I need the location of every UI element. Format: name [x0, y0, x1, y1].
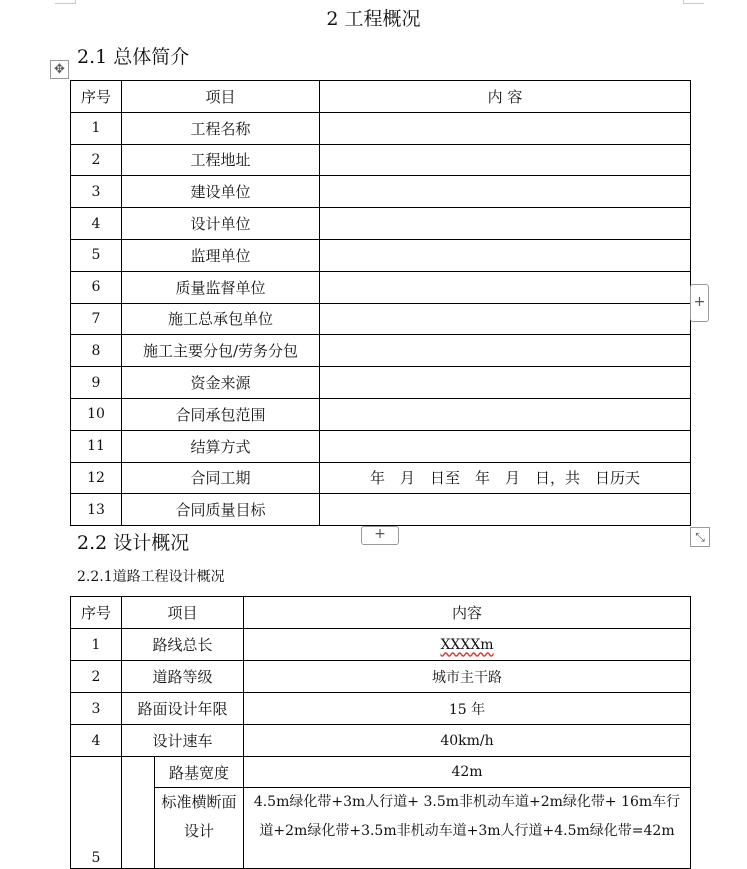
row-item: 施工主要分包/劳务分包 — [122, 335, 320, 367]
table-move-handle-icon[interactable]: ✥ — [50, 60, 69, 79]
table-row — [71, 788, 691, 869]
row-item: 合同承包范围 — [122, 398, 320, 430]
row-item: 路线总长 — [122, 629, 244, 661]
add-column-button[interactable]: + — [690, 284, 709, 322]
table-resize-handle-icon[interactable]: ⤡ — [690, 527, 710, 547]
row-item: 设计速车 — [122, 725, 244, 757]
row-sub-content: 4.5m绿化带+3m人行道+ 3.5m非机动车道+2m绿化带+ 16m车行道+2m绿化带+3.5m非机动车道+3m人行道+4.5m绿化带=42m — [244, 788, 691, 869]
row-content: 15 年 — [244, 693, 691, 725]
row-number: 4 — [71, 725, 122, 757]
row-item: 工程地址 — [122, 144, 320, 176]
table-row — [71, 462, 691, 494]
row-content: 城市主干路 — [244, 661, 691, 693]
row-sub-content: 42m — [244, 757, 691, 788]
row-content — [320, 303, 691, 335]
row-item: 资金来源 — [122, 367, 320, 399]
table-row — [71, 112, 691, 144]
table-row — [71, 757, 691, 788]
row-number: 2 — [71, 144, 122, 176]
row-content: 40km/h — [244, 725, 691, 757]
header-cell-item: 项目 — [122, 81, 320, 113]
row-number: 6 — [71, 271, 122, 303]
table-row — [71, 629, 691, 661]
row-content — [320, 430, 691, 462]
row-item: 路面设计年限 — [122, 693, 244, 725]
row-sub-item: 标准横断面设计 — [155, 788, 244, 869]
row-number: 12 — [71, 462, 122, 494]
row-number: 3 — [71, 693, 122, 725]
add-row-button[interactable]: + — [361, 526, 399, 545]
row-number: 1 — [71, 629, 122, 661]
table-row — [71, 494, 691, 526]
table-row — [71, 725, 691, 757]
row-number: 8 — [71, 335, 122, 367]
row-spacer — [122, 757, 155, 869]
row-content — [320, 271, 691, 303]
row-item: 工程名称 — [122, 112, 320, 144]
table-row — [71, 239, 691, 271]
row-item: 道路等级 — [122, 661, 244, 693]
table-row — [71, 303, 691, 335]
section-title-overview: 2.1 总体简介 — [77, 46, 190, 68]
row-number: 1 — [71, 112, 122, 144]
header-cell-no: 序号 — [71, 81, 122, 113]
row-sub-item: 路基宽度 — [155, 757, 244, 788]
row-content — [320, 176, 691, 208]
table-row — [71, 430, 691, 462]
row-content: 年 月 日至 年 月 日，共 日历天 — [320, 462, 691, 494]
section-title-design: 2.2 设计概况 — [77, 532, 190, 554]
row-content — [320, 144, 691, 176]
row-content — [320, 239, 691, 271]
row-item: 设计单位 — [122, 208, 320, 240]
row-number: 13 — [71, 494, 122, 526]
row-item: 建设单位 — [122, 176, 320, 208]
row-item: 合同质量目标 — [122, 494, 320, 526]
row-number: 9 — [71, 367, 122, 399]
row-number: 5 — [71, 239, 122, 271]
row-item: 质量监督单位 — [122, 271, 320, 303]
row-content: XXXXm — [244, 629, 691, 661]
row-item: 结算方式 — [122, 430, 320, 462]
header-cell-content: 内容 — [244, 597, 691, 629]
chapter-title: 2 工程概况 — [326, 8, 421, 30]
table-row — [71, 144, 691, 176]
overview-table — [70, 80, 691, 526]
row-number: 5 — [71, 757, 122, 869]
road-design-table — [70, 596, 691, 869]
header-cell-no: 序号 — [71, 597, 122, 629]
row-content — [320, 208, 691, 240]
table-row — [71, 367, 691, 399]
table-header-row — [71, 81, 691, 113]
table-row — [71, 335, 691, 367]
row-content — [320, 367, 691, 399]
row-number: 7 — [71, 303, 122, 335]
row-number: 4 — [71, 208, 122, 240]
row-number: 10 — [71, 398, 122, 430]
row-number: 3 — [71, 176, 122, 208]
table-row — [71, 176, 691, 208]
row-content — [320, 494, 691, 526]
table-row — [71, 398, 691, 430]
table-row — [71, 661, 691, 693]
table-header-row — [71, 597, 691, 629]
table-row — [71, 208, 691, 240]
row-item: 监理单位 — [122, 239, 320, 271]
table-row — [71, 271, 691, 303]
row-content — [320, 112, 691, 144]
header-cell-item: 项目 — [122, 597, 244, 629]
subsection-title-road: 2.2.1道路工程设计概况 — [77, 569, 225, 585]
header-cell-content: 内 容 — [320, 81, 691, 113]
row-content — [320, 335, 691, 367]
row-number: 11 — [71, 430, 122, 462]
row-content — [320, 398, 691, 430]
row-item: 合同工期 — [122, 462, 320, 494]
row-number: 2 — [71, 661, 122, 693]
row-item: 施工总承包单位 — [122, 303, 320, 335]
table-row — [71, 693, 691, 725]
